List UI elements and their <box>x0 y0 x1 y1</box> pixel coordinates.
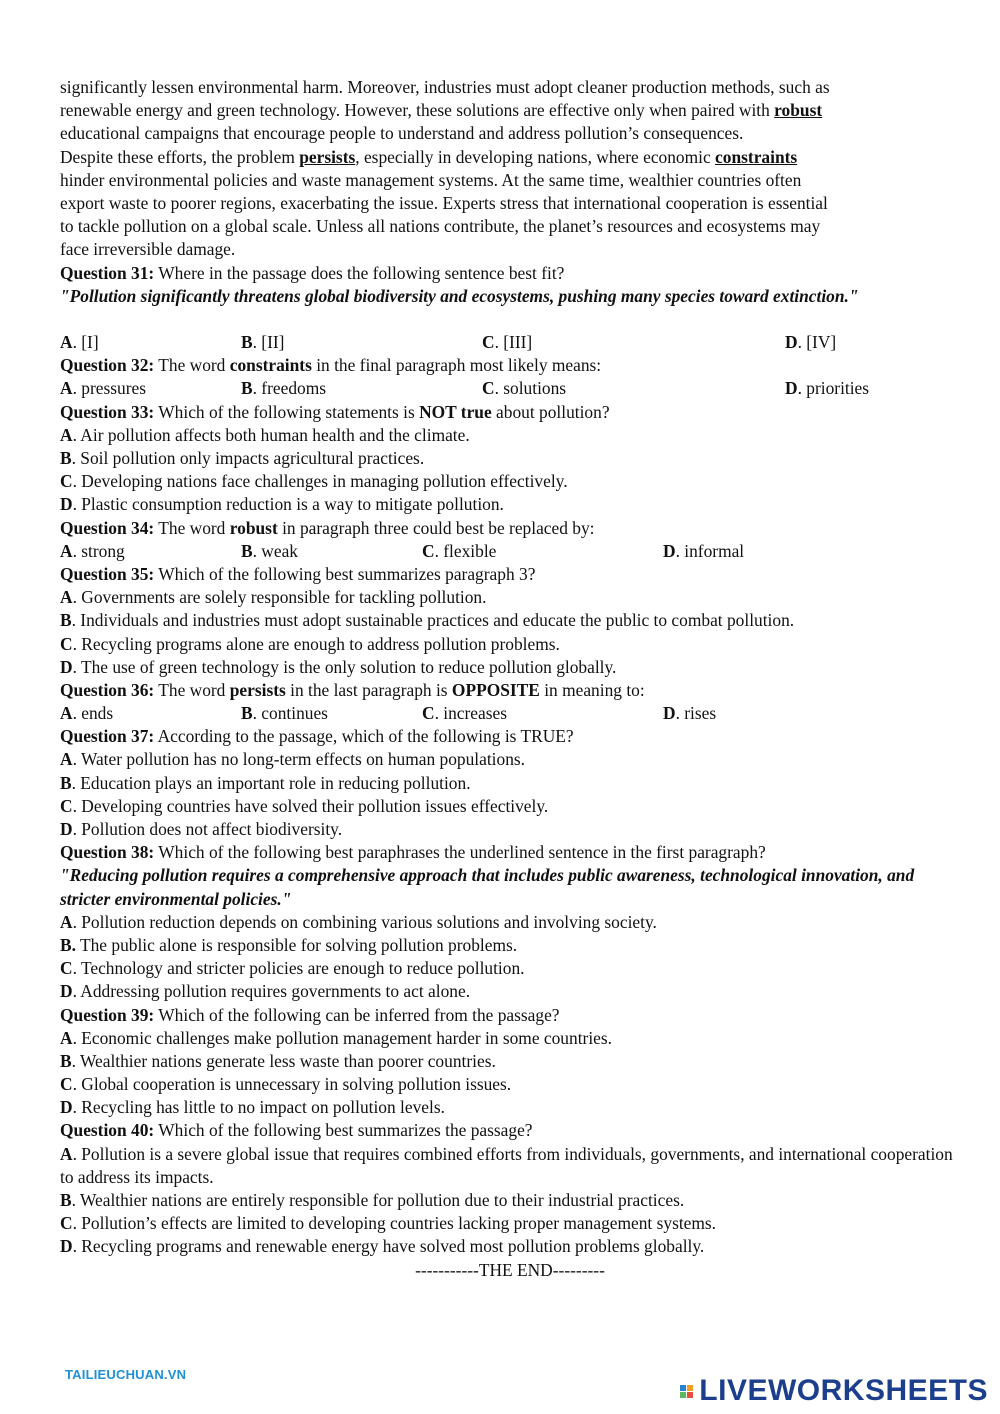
icon-square <box>680 1392 686 1398</box>
question-label: Question 31: <box>60 262 155 283</box>
question-33: Question 33: Which of the following statements is NOT true about pollution? <box>60 401 610 422</box>
the-end-marker: -----------THE END--------- <box>415 1259 605 1280</box>
question-40: Question 40: Which of the following best summarizes the passage? <box>60 1120 533 1141</box>
option-d[interactable]: D. priorities <box>785 378 870 399</box>
tailieuchuan-logo <box>65 1367 186 1382</box>
options-row <box>60 702 960 725</box>
option-a[interactable]: A. ends <box>60 703 114 724</box>
option-a[interactable]: A. Water pollution has no long-term effects on human populations. <box>60 749 526 770</box>
options-row <box>60 540 960 563</box>
tailieuchuan-logo-text: TAILIEUCHUAN.VN <box>65 1367 187 1382</box>
option-c[interactable]: C. flexible <box>422 540 497 561</box>
option-d[interactable]: D. Plastic consumption reduction is a way to mitigate pollution. <box>60 494 504 515</box>
passage-text: Despite these efforts, the problem <box>60 146 300 167</box>
option-d[interactable]: D. Pollution does not affect biodiversity. <box>60 819 343 840</box>
question-39: Question 39: Which of the following can be inferred from the passage? <box>60 1004 560 1025</box>
underlined-word-persists: persists <box>299 146 356 167</box>
question-label: Question 39: <box>60 1004 155 1025</box>
option-d[interactable]: D. [IV] <box>785 332 837 353</box>
option-b[interactable]: B. Education plays an important role in reducing pollution. <box>60 772 471 793</box>
passage-text: renewable energy and green technology. However, these solutions are effective only when paired with <box>60 100 775 121</box>
question-label: Question 32: <box>60 355 155 376</box>
option-b[interactable]: B. freedoms <box>241 378 327 399</box>
passage-line <box>60 99 960 122</box>
liveworksheets-icon <box>680 1385 693 1398</box>
option-a[interactable]: A. Pollution is a severe global issue that requires combined efforts from individuals, governments, and international cooperation to address its impacts. <box>60 1143 953 1187</box>
option-b[interactable]: B. Soil pollution only impacts agricultural practices. <box>60 448 425 469</box>
option-a[interactable]: A. Pollution reduction depends on combining various solutions and involving society. <box>60 911 657 932</box>
keyword: NOT true <box>419 401 492 422</box>
option-c[interactable]: C. Recycling programs alone are enough to address pollution problems. <box>60 633 560 654</box>
question-36: Question 36: The word persists in the last paragraph is OPPOSITE in meaning to: <box>60 679 645 700</box>
option-b[interactable]: B. Wealthier nations are entirely responsible for pollution due to their industrial practices. <box>60 1190 685 1211</box>
question-label: Question 34: <box>60 517 155 538</box>
passage-line: face irreversible damage. <box>60 239 236 260</box>
question-label: Question 36: <box>60 679 155 700</box>
question-34: Question 34: The word robust in paragraph three could best be replaced by: <box>60 517 595 538</box>
option-b[interactable]: B. The public alone is responsible for solving pollution problems. <box>60 934 518 955</box>
question-35: Question 35: Which of the following best summarizes paragraph 3? <box>60 563 536 584</box>
option-b[interactable]: B. Individuals and industries must adopt sustainable practices and educate the public to combat pollution. <box>60 610 795 631</box>
keyword: persists <box>229 679 286 700</box>
option-c[interactable]: C. Technology and stricter policies are enough to reduce pollution. <box>60 958 525 979</box>
question-label: Question 38: <box>60 842 155 863</box>
underlined-word-robust: robust <box>774 100 823 121</box>
icon-square <box>680 1385 686 1391</box>
option-d[interactable]: D. Addressing pollution requires governments to act alone. <box>60 981 471 1002</box>
question-32: Question 32: The word constraints in the final paragraph most likely means: <box>60 355 602 376</box>
quoted-sentence: "Pollution significantly threatens global biodiversity and ecosystems, pushing many species toward extinction." <box>60 285 859 306</box>
question-label: Question 37: <box>60 726 155 747</box>
keyword: robust <box>229 517 278 538</box>
option-a[interactable]: A. pressures <box>60 378 146 399</box>
option-c[interactable]: C. Global cooperation is unnecessary in solving pollution issues. <box>60 1074 512 1095</box>
option-d[interactable]: D. The use of green technology is the only solution to reduce pollution globally. <box>60 656 617 677</box>
option-d[interactable]: D. Recycling has little to no impact on pollution levels. <box>60 1097 445 1118</box>
question-text: Where in the passage does the following sentence best fit? <box>154 262 565 283</box>
passage-line <box>60 146 960 169</box>
question-38: Question 38: Which of the following best paraphrases the underlined sentence in the first paragraph? <box>60 842 766 863</box>
option-b[interactable]: B. continues <box>241 703 328 724</box>
option-a[interactable]: A. Air pollution affects both human health and the climate. <box>60 424 470 445</box>
option-c[interactable]: C. Developing countries have solved their pollution issues effectively. <box>60 795 549 816</box>
question-label: Question 40: <box>60 1120 155 1141</box>
question-label: Question 33: <box>60 401 155 422</box>
passage-text: , especially in developing nations, where economic <box>355 146 716 167</box>
option-c[interactable]: C. Pollution’s effects are limited to developing countries lacking proper management systems. <box>60 1213 717 1234</box>
question-31 <box>60 262 960 285</box>
option-b[interactable]: B. [II] <box>241 332 285 353</box>
option-a[interactable]: A. Economic challenges make pollution management harder in some countries. <box>60 1027 612 1048</box>
option-d[interactable]: D. Recycling programs and renewable energy have solved most pollution problems globally. <box>60 1236 705 1257</box>
options-row <box>60 377 960 400</box>
document-body <box>60 76 960 1282</box>
keyword: constraints <box>229 355 312 376</box>
underlined-word-constraints: constraints <box>715 146 798 167</box>
icon-square <box>687 1392 693 1398</box>
passage-line: export waste to poorer regions, exacerbating the issue. Experts stress that international cooperation is essential <box>60 192 828 213</box>
option-a[interactable]: A. strong <box>60 540 125 561</box>
icon-square <box>687 1385 693 1391</box>
option-b[interactable]: B. weak <box>241 540 298 561</box>
option-a[interactable]: A. Governments are solely responsible for tackling pollution. <box>60 587 487 608</box>
liveworksheets-logo-text: LIVEWORKSHEETS <box>699 1374 988 1407</box>
quoted-sentence: "Reducing pollution requires a comprehensive approach that includes public awareness, technological innovation, and stricter environmental policies." <box>60 865 915 909</box>
question-37: Question 37: According to the passage, which of the following is TRUE? <box>60 726 574 747</box>
option-a[interactable]: A. [I] <box>60 332 99 353</box>
liveworksheets-logo <box>680 1374 988 1408</box>
passage-line: educational campaigns that encourage people to understand and address pollution’s consequences. <box>60 123 744 144</box>
option-c[interactable]: C. solutions <box>482 378 567 399</box>
option-c[interactable]: C. [III] <box>482 332 533 353</box>
question-label: Question 35: <box>60 563 155 584</box>
option-d[interactable]: D. rises <box>663 703 717 724</box>
option-c[interactable]: C. Developing nations face challenges in managing pollution effectively. <box>60 471 568 492</box>
option-d[interactable]: D. informal <box>663 540 745 561</box>
passage-line: hinder environmental policies and waste management systems. At the same time, wealthier countries often <box>60 169 802 190</box>
passage-line: significantly lessen environmental harm. Moreover, industries must adopt cleaner production methods, such as <box>60 77 830 97</box>
passage-line: to tackle pollution on a global scale. Unless all nations contribute, the planet’s resources and ecosystems may <box>60 216 821 237</box>
options-row <box>60 331 960 354</box>
option-c[interactable]: C. increases <box>422 703 507 724</box>
option-b[interactable]: B. Wealthier nations generate less waste than poorer countries. <box>60 1050 496 1071</box>
keyword: OPPOSITE <box>451 679 540 700</box>
